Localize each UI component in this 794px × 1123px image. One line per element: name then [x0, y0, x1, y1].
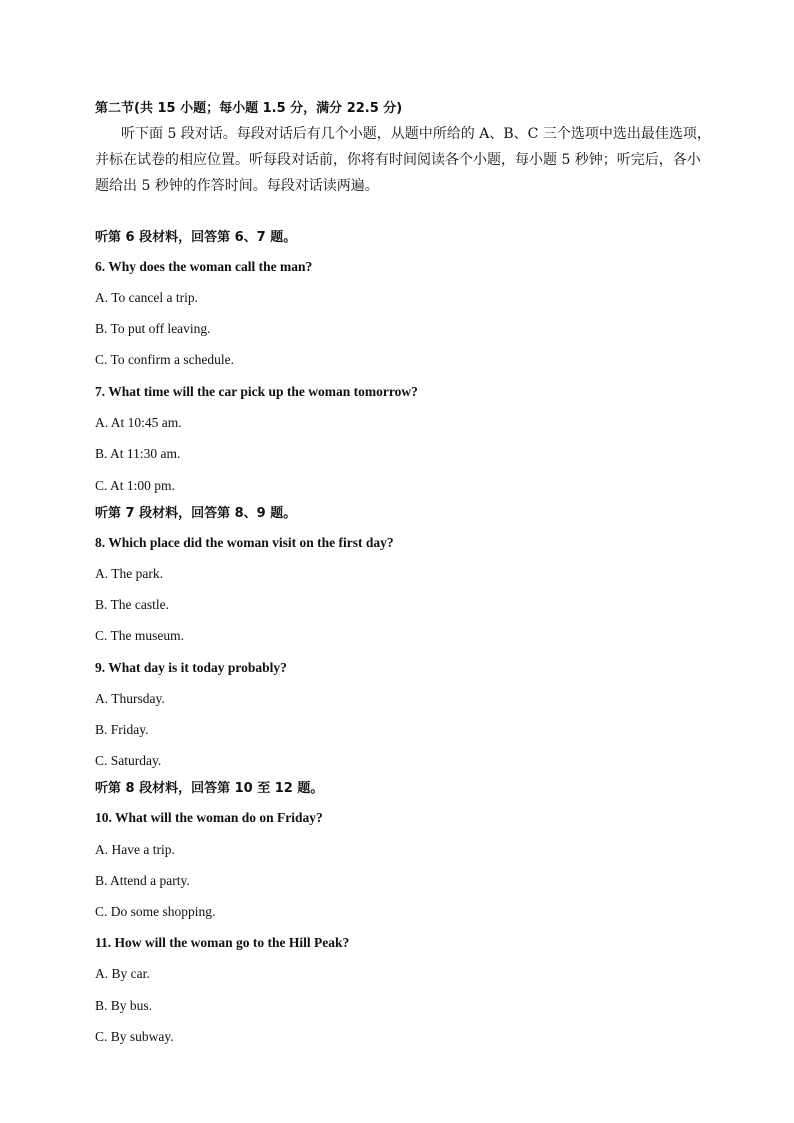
- question-6-option-a: A. To cancel a trip.: [95, 290, 199, 305]
- question-9-option-b: B. Friday.: [95, 722, 149, 737]
- question-8-option-b: B. The castle.: [95, 597, 169, 612]
- group-heading: 听第 6 段材料，回答第 6、7 题。: [95, 230, 297, 245]
- question-8: 8. Which place did the woman visit on the first day?: [95, 535, 394, 550]
- question-11-option-a: A. By car.: [95, 966, 150, 981]
- instruction-line-1: 听下面 5 段对话。每段对话后有几个小题，从题中所给的 A、B、C 三个选项中选出最佳选项，: [121, 126, 711, 142]
- instruction-line-2: 并标在试卷的相应位置。听每段对话前，你将有时间阅读各个小题，每小题 5 秒钟；听完后，各小: [95, 152, 701, 168]
- question-10: 10. What will the woman do on Friday?: [95, 810, 323, 825]
- question-11: 11. How will the woman go to the Hill Peak?: [95, 935, 350, 950]
- question-9-option-c: C. Saturday.: [95, 753, 162, 768]
- question-9: 9. What day is it today probably?: [95, 660, 287, 675]
- question-11-option-b: B. By bus.: [95, 998, 153, 1013]
- question-11-option-c: C. By subway.: [95, 1029, 174, 1044]
- question-8-option-c: C. The museum.: [95, 628, 184, 643]
- question-7-option-c: C. At 1:00 pm.: [95, 478, 175, 493]
- question-10-option-c: C. Do some shopping.: [95, 904, 216, 919]
- question-10-option-b: B. Attend a party.: [95, 873, 190, 888]
- question-6-option-b: B. To put off leaving.: [95, 321, 211, 336]
- question-9-option-a: A. Thursday.: [95, 691, 165, 706]
- question-6-option-c: C. To confirm a schedule.: [95, 352, 235, 367]
- question-10-option-a: A. Have a trip.: [95, 842, 175, 857]
- question-7-option-b: B. At 11:30 am.: [95, 446, 181, 461]
- question-7-option-a: A. At 10:45 am.: [95, 415, 182, 430]
- question-7: 7. What time will the car pick up the woman tomorrow?: [95, 384, 418, 399]
- group-heading: 听第 7 段材料，回答第 8、9 题。: [95, 506, 297, 521]
- group-heading: 听第 8 段材料，回答第 10 至 12 题。: [95, 781, 324, 796]
- question-6: 6. Why does the woman call the man?: [95, 259, 313, 274]
- section-title: 第二节(共 15 小题；每小题 1.5 分，满分 22.5 分): [95, 101, 403, 116]
- question-8-option-a: A. The park.: [95, 566, 163, 581]
- instruction-line-3: 题给出 5 秒钟的作答时间。每段对话读两遍。: [95, 178, 379, 194]
